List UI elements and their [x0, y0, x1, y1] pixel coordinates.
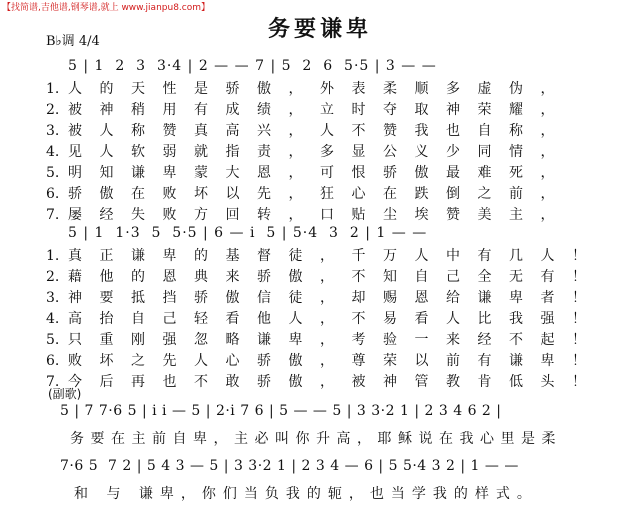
chorus-lyrics-line-1: 务要在主前自卑，主必叫你升高，耶稣说在我心里是柔: [70, 431, 562, 447]
verse-number: 3.: [46, 290, 60, 306]
verse-line: [46, 100, 572, 121]
verse-number: 5.: [46, 165, 60, 181]
verse-text: 神要抵挡骄傲信徒，却赐恩给谦卑者！: [68, 290, 604, 306]
verse-text: 屡经失败方回转，口贴尘埃赞美主，: [68, 207, 572, 223]
key-signature: B♭调 4/4: [46, 34, 100, 49]
verse-line: [46, 351, 604, 372]
verse-line: [46, 246, 604, 267]
verse-text: 今后再也不敢骄傲，被神管教肯低头！: [68, 374, 604, 390]
verse-text: 败坏之先人心骄傲，尊荣以前有谦卑！: [68, 353, 604, 369]
verse-number: 7.: [46, 207, 60, 223]
verse-line: [46, 121, 572, 142]
verse-number: 2.: [46, 102, 60, 118]
verse-line: [46, 79, 572, 100]
verse-line: [46, 309, 604, 330]
verse-line: [46, 288, 604, 309]
verse-text: 明知谦卑蒙大恩，可恨骄傲最难死，: [68, 165, 572, 181]
verse-line: [46, 163, 572, 184]
chorus-notation-line-2: 7·6 5 7 2 | 5 4 3 — 5 | 3 3·2 1 | 2 3 4 — 6 | 5 5·4 3 2 | 1 — —: [60, 458, 519, 474]
verse-text: 真正谦卑的基督徒，千万人中有几人！: [68, 248, 604, 264]
verse-line: [46, 330, 604, 351]
verse-line: [46, 205, 572, 226]
verse-number: 4.: [46, 144, 60, 160]
song-title: 务要谦卑: [267, 17, 372, 42]
chorus-label: (副歌): [48, 387, 82, 401]
verse-text: 见人软弱就指责，多显公义少同情，: [68, 144, 572, 160]
verse-number: 1.: [46, 248, 60, 264]
verse-text: 只重刚强忽略谦卑，考验一来经不起！: [68, 332, 604, 348]
verse-number: 6.: [46, 186, 60, 202]
verse-text: 藉他的恩典来骄傲，不知自己全无有！: [68, 269, 604, 285]
verse-text: 人的天性是骄傲，外表柔顺多虚伪，: [68, 81, 572, 97]
verse-number: 7.: [46, 374, 60, 390]
verse-number: 3.: [46, 123, 60, 139]
verse-line: [46, 184, 572, 205]
verse-text: 骄傲在败坏以先，狂心在跌倒之前，: [68, 186, 572, 202]
verse-number: 2.: [46, 269, 60, 285]
verse-block-1: [46, 79, 572, 226]
verse-block-2: [46, 246, 604, 393]
chorus-notation-line-1: 5 | 7 7·6 5 | i i — 5 | 2·i 7 6 | 5 — — 5 | 3 3·2 1 | 2 3 4 6 2 |: [60, 403, 502, 419]
notation-line-1: 5 | 1 2 3 3·4 | 2 — — 7 | 5 2 6 5·5 | 3 — —: [68, 58, 437, 74]
verse-number: 4.: [46, 311, 60, 327]
notation-line-2: 5 | 1 1·3 5 5·5 | 6 — i 5 | 5·4 3 2 | 1 — —: [68, 225, 428, 241]
verse-line: [46, 267, 604, 288]
chorus-lyrics-line-2: 和 与 谦卑，你们当负我的轭，也当学我的样式。: [74, 486, 538, 502]
verse-text: 被人称赞真高兴，人不赞我也自称，: [68, 123, 572, 139]
verse-number: 1.: [46, 81, 60, 97]
source-note: 【找简谱,吉他谱,钢琴谱,就上 www.jianpu8.com】: [2, 3, 211, 13]
verse-line: [46, 142, 572, 163]
verse-number: 5.: [46, 332, 60, 348]
verse-line: [46, 372, 604, 393]
verse-text: 被神稍用有成绩，立时夺取神荣耀，: [68, 102, 572, 118]
verse-text: 高抬自己轻看他人，不易看人比我强！: [68, 311, 604, 327]
verse-number: 6.: [46, 353, 60, 369]
